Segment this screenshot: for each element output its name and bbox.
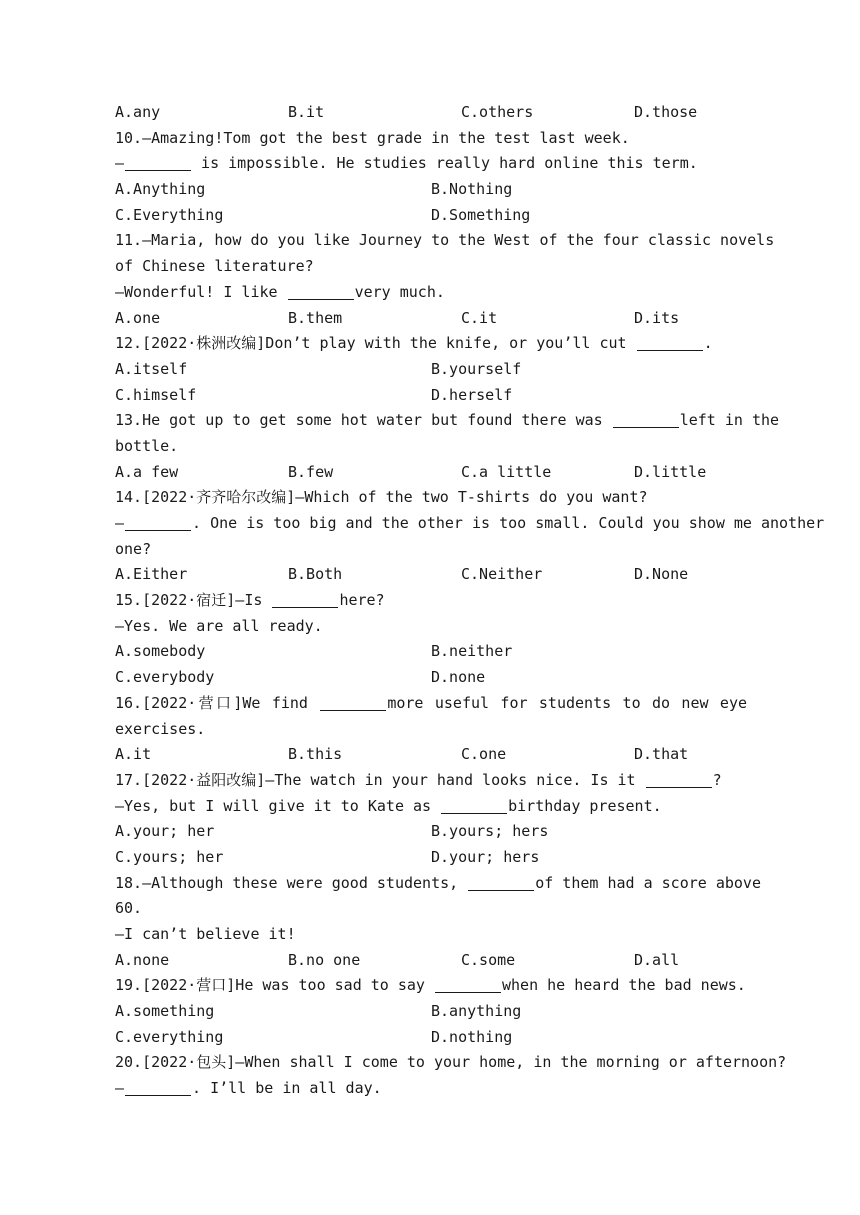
question-text: . — [703, 334, 713, 353]
question-text-line — [115, 794, 747, 820]
answer-option[interactable]: C.himself — [115, 385, 197, 404]
answer-blank[interactable] — [613, 411, 679, 428]
question-text-line — [115, 331, 747, 357]
question-text: bottle. — [115, 436, 179, 455]
question-18 — [115, 871, 761, 974]
options-row — [115, 948, 747, 974]
answer-blank[interactable] — [468, 874, 534, 891]
question-13 — [115, 408, 780, 485]
question-text-line — [115, 768, 747, 794]
question-text: exercises. — [115, 719, 206, 738]
question-text-line — [115, 588, 747, 614]
question-text-line — [115, 614, 747, 640]
options-row — [115, 383, 747, 409]
answer-blank[interactable] — [435, 976, 501, 993]
answer-option[interactable]: A.something — [115, 1002, 215, 1021]
answer-option[interactable]: D.your; hers — [431, 847, 540, 866]
question-text: —Yes. We are all ready. — [115, 616, 323, 635]
answer-option[interactable]: B.no one — [288, 950, 361, 969]
answer-option[interactable]: D.nothing — [431, 1027, 513, 1046]
answer-option[interactable]: A.any — [115, 103, 161, 121]
options-row — [115, 306, 747, 332]
question-text: 12.[2022·株洲改编]Don’t play with the knife, or you’ll cut — [115, 334, 636, 353]
answer-option[interactable]: B.it — [288, 103, 325, 121]
options-row — [115, 999, 747, 1025]
question-text-line — [115, 485, 747, 511]
answer-option[interactable]: A.your; her — [115, 822, 215, 841]
answer-option[interactable]: B.Nothing — [431, 180, 513, 199]
answer-option[interactable]: C.Neither — [461, 565, 543, 584]
answer-option[interactable]: B.yours; hers — [431, 822, 549, 841]
question-9-options — [115, 100, 747, 126]
answer-option[interactable]: B.this — [288, 745, 343, 764]
question-text-line — [115, 973, 747, 999]
question-text-line — [115, 871, 761, 897]
question-text: here? — [339, 591, 385, 610]
question-text-line — [115, 434, 747, 460]
question-text-line — [115, 717, 747, 743]
options-row — [115, 203, 747, 229]
answer-blank[interactable] — [646, 771, 712, 788]
answer-option[interactable]: C.some — [461, 950, 516, 969]
question-list — [115, 100, 825, 1102]
question-text: is impossible. He studies really hard online this term. — [192, 154, 698, 173]
question-text: ? — [712, 770, 722, 789]
question-20 — [115, 1050, 787, 1101]
answer-option[interactable]: D.None — [634, 565, 689, 584]
options-row — [115, 1025, 747, 1051]
answer-option[interactable]: A.somebody — [115, 642, 206, 661]
answer-option[interactable]: A.Anything — [115, 180, 206, 199]
question-text-line — [115, 254, 747, 280]
question-text: birthday present. — [508, 796, 662, 815]
answer-option[interactable]: B.them — [288, 308, 343, 327]
question-text: left in the — [679, 411, 780, 430]
question-19 — [115, 973, 747, 1050]
answer-option[interactable]: D.all — [634, 950, 680, 969]
question-text: —I can’t believe it! — [115, 925, 296, 943]
options-row — [115, 665, 747, 691]
answer-option[interactable]: D.none — [431, 668, 486, 687]
options-row — [115, 100, 747, 126]
question-text: — — [115, 1079, 125, 1098]
question-14 — [115, 485, 825, 588]
answer-option[interactable]: B.yourself — [431, 359, 522, 378]
options-row — [115, 177, 747, 203]
answer-option[interactable]: B.few — [288, 462, 334, 481]
question-text: — — [115, 154, 125, 173]
question-text: 10.—Amazing!Tom got the best grade in the test last week. — [115, 128, 630, 147]
question-text: 11.—Maria, how do you like Journey to the West of the four classic novels — [115, 231, 775, 250]
question-text: of Chinese literature? — [115, 257, 314, 276]
answer-option[interactable]: A.none — [115, 950, 170, 969]
question-text: of them had a score above — [535, 873, 761, 892]
question-text: 17.[2022·益阳改编]—The watch in your hand looks nice. Is it — [115, 770, 645, 789]
options-row — [115, 742, 747, 768]
options-row — [115, 562, 747, 588]
answer-option[interactable]: A.a few — [115, 462, 179, 481]
question-text-line — [115, 537, 747, 563]
answer-blank[interactable] — [125, 154, 191, 171]
answer-option[interactable]: D.those — [634, 103, 698, 121]
answer-blank[interactable] — [320, 694, 386, 711]
question-text-line — [115, 228, 775, 254]
question-text-line — [115, 1050, 787, 1076]
options-row — [115, 357, 747, 383]
question-text: —Yes, but I will give it to Kate as — [115, 796, 441, 815]
options-row — [115, 460, 747, 486]
answer-option[interactable]: C.everything — [115, 1027, 224, 1046]
question-text: one? — [115, 539, 152, 558]
question-text: . One is too big and the other is too small. Could you show me another — [192, 514, 825, 532]
answer-option[interactable]: A.it — [115, 745, 152, 764]
question-text: 16.[2022·营口]We find — [115, 693, 320, 712]
question-11 — [115, 228, 775, 331]
answer-option[interactable]: A.Either — [115, 565, 188, 584]
question-text-line — [115, 691, 747, 717]
question-text: 20.[2022·包头]—When shall I come to your home, in the morning or afternoon? — [115, 1053, 787, 1072]
question-text: 15.[2022·宿迁]—Is — [115, 591, 272, 610]
question-text: more useful for students to do new eye — [387, 693, 748, 712]
answer-blank[interactable] — [637, 334, 703, 351]
answer-option[interactable]: C.Everything — [115, 205, 224, 224]
question-text: 14.[2022·齐齐哈尔改编]—Which of the two T-shirts do you want? — [115, 488, 648, 507]
question-text-line — [115, 151, 747, 177]
question-text: very much. — [354, 282, 445, 301]
question-16 — [115, 691, 747, 768]
question-15 — [115, 588, 747, 691]
question-text: 18.—Although these were good students, — [115, 873, 468, 892]
answer-option[interactable]: D.herself — [431, 385, 513, 404]
question-10 — [115, 126, 747, 229]
options-row — [115, 639, 747, 665]
question-text: —Wonderful! I like — [115, 282, 287, 301]
question-text-line — [115, 896, 747, 922]
answer-option[interactable]: C.yours; her — [115, 847, 224, 866]
answer-option[interactable]: D.little — [634, 462, 707, 481]
question-text-line — [115, 280, 747, 306]
answer-option[interactable]: D.that — [634, 745, 689, 764]
answer-option[interactable]: B.Both — [288, 565, 343, 584]
answer-option[interactable]: C.others — [461, 103, 534, 121]
answer-option[interactable]: B.anything — [431, 1002, 522, 1021]
answer-option[interactable]: D.its — [634, 308, 680, 327]
question-text: — — [115, 514, 125, 532]
answer-option[interactable]: A.one — [115, 308, 161, 327]
question-text-line — [115, 922, 747, 948]
answer-blank[interactable] — [125, 1079, 191, 1096]
answer-option[interactable]: C.one — [461, 745, 507, 764]
options-row — [115, 819, 747, 845]
answer-option[interactable]: C.everybody — [115, 668, 215, 687]
question-text: . I’ll be in all day. — [192, 1079, 382, 1098]
answer-option[interactable]: C.it — [461, 308, 498, 327]
answer-blank[interactable] — [441, 797, 507, 814]
question-text-line — [115, 1076, 747, 1102]
question-text-line — [115, 126, 747, 152]
question-text: 19.[2022·营口]He was too sad to say — [115, 976, 434, 995]
answer-option[interactable]: D.Something — [431, 205, 531, 224]
answer-blank[interactable] — [272, 591, 338, 608]
answer-option[interactable]: A.itself — [115, 359, 188, 378]
question-text: 13.He got up to get some hot water but found there was — [115, 411, 612, 430]
question-12 — [115, 331, 747, 408]
answer-blank[interactable] — [125, 514, 191, 531]
question-text: 60. — [115, 899, 143, 918]
question-17 — [115, 768, 747, 871]
answer-blank[interactable] — [288, 283, 354, 300]
question-text-line — [115, 511, 825, 537]
answer-option[interactable]: B.neither — [431, 642, 513, 661]
options-row — [115, 845, 747, 871]
answer-option[interactable]: C.a little — [461, 462, 552, 481]
question-text: when he heard the bad news. — [502, 976, 746, 995]
question-text-line — [115, 408, 780, 434]
